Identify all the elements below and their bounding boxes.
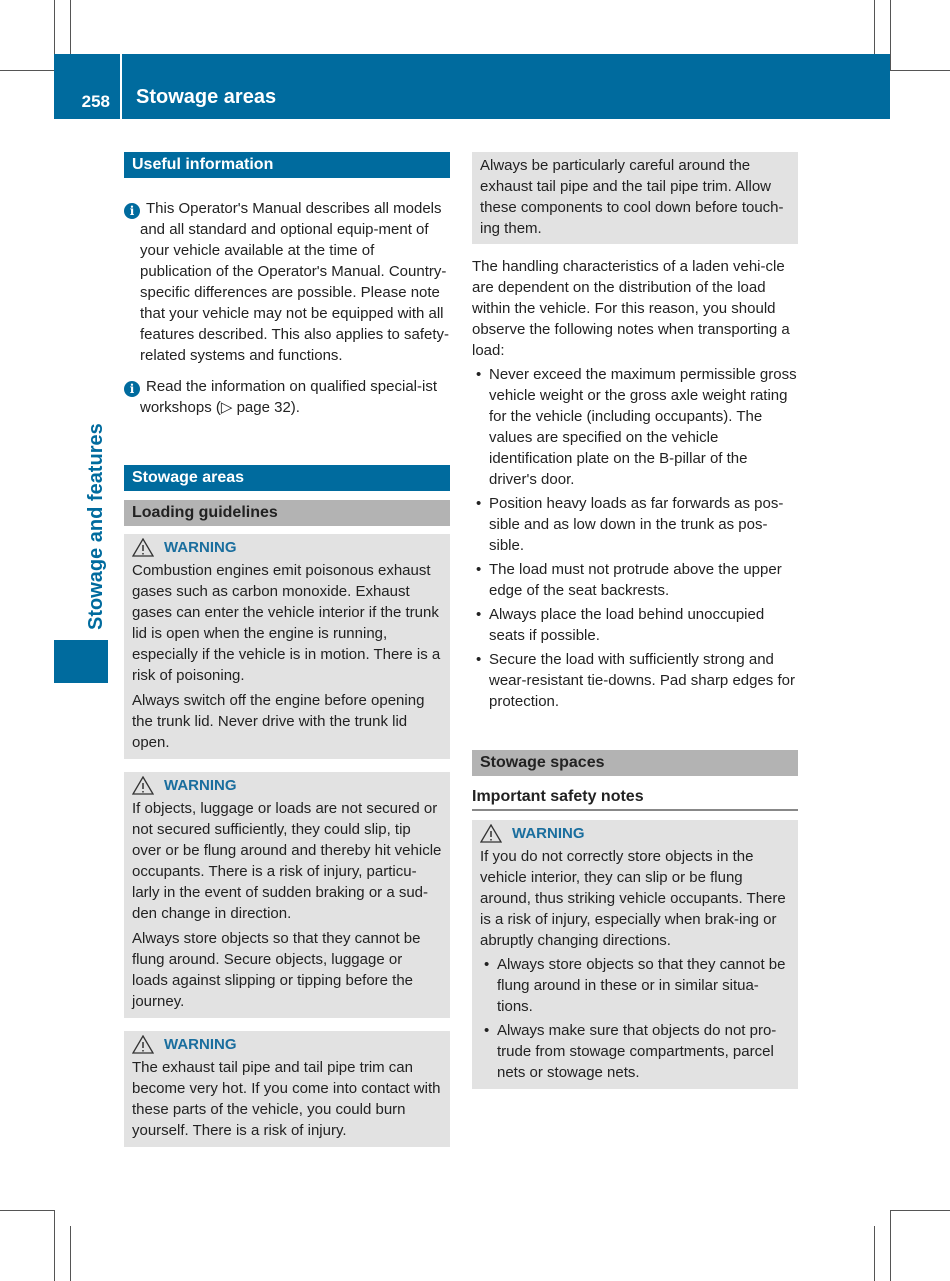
loading-guidelines-heading: Loading guidelines [124, 500, 450, 526]
info-note: i This Operator's Manual describes all models and all standard and optional equip-ment of your vehicle available at the time of publication of the Operator's Manual. Country-specific differences are possible. Please note that your vehicle may not be equipped with all features described. This also applies to safety-related systems and functions. [124, 198, 450, 366]
crop-mark [0, 70, 54, 71]
list-item: • Position heavy loads as far forwards as pos-sible and as low down in the trunk as pos-sible. [472, 493, 798, 556]
loading-bullets [472, 364, 798, 712]
warning-box: WARNING Combustion engines emit poisonous exhaust gases such as carbon monoxide. Exhaust gases can enter the vehicle interior if the trunk lid is open when the engine is running, especially if the vehicle is in motion. There is a risk of poisoning. Always switch off the engine before opening the trunk lid. Never drive with the trunk lid open. [124, 534, 450, 759]
crop-mark [874, 1226, 875, 1281]
warning-triangle-icon [132, 538, 154, 557]
warning-continued-box: Always be particularly careful around the exhaust tail pipe and the tail pipe trim. Allow these components to cool down before touch-ing them. [472, 152, 798, 244]
section-heading: Stowage areas [124, 465, 450, 491]
crop-mark [70, 1226, 71, 1281]
useful-info-heading: Useful information [124, 152, 450, 178]
warning-box: WARNING The exhaust tail pipe and tail pipe trim can become very hot. If you come into contact with these parts of the vehicle, you could burn yourself. There is a risk of injury. [124, 1031, 450, 1147]
intro-paragraph: The handling characteristics of a laden vehi-cle are dependent on the distribution of the load within the vehicle. For this reason, you should observe the following notes when transporting a load: [472, 258, 790, 359]
page-header [54, 54, 890, 119]
warning-box: WARNING If objects, luggage or loads are not secured or not secured sufficiently, they could slip, tip over or be flung around and thereby hit vehicle occupants. There is a risk of injury, particu-larly in the event of sudden braking or a sud-den change in direction. Always store objects so that they cannot be flung around. Secure objects, luggage or loads against slipping or tipping before the journey. [124, 772, 450, 1018]
list-item: • Always place the load behind unoccupied seats if possible. [472, 604, 798, 646]
left-column [124, 152, 450, 1147]
warning-triangle-icon [132, 776, 154, 795]
warning-triangle-icon [132, 1035, 154, 1054]
warning-box: WARNING If you do not correctly store objects in the vehicle interior, they can slip or be flung around, thus striking vehicle occupants. There is a risk of injury, especially when brak-ing or abruptly changing directions. • Always store objects so that they cannot be flung around in these or in similar situa-tions. • Always make sure that objects do not pro-trude from stowage compartments, parcel nets or stowage nets. [472, 820, 798, 1089]
crop-mark [54, 1210, 55, 1281]
page-number: 258 [54, 54, 122, 119]
list-item: • The load must not protrude above the upper edge of the seat backrests. [472, 559, 798, 601]
info-icon: i [124, 203, 140, 219]
stowage-spaces-heading: Stowage spaces [472, 750, 798, 776]
crop-mark [890, 70, 950, 71]
page-title: Stowage areas [136, 86, 277, 108]
safety-notes-heading: Important safety notes [472, 786, 798, 811]
right-column [472, 152, 798, 1089]
info-icon: i [124, 381, 140, 397]
crop-mark [890, 1210, 891, 1281]
list-item: • Never exceed the maximum permissible gross vehicle weight or the gross axle weight rating for the vehicle (including occupants). The values are specified on the vehicle identification plate on the B-pillar of the driver's door. [472, 364, 798, 490]
crop-mark [890, 1210, 950, 1211]
crop-mark [70, 0, 71, 54]
crop-mark [874, 0, 875, 54]
warning-triangle-icon [480, 824, 502, 843]
crop-mark [0, 1210, 54, 1211]
list-item: • Always store objects so that they cannot be flung around in these or in similar situa-tions. [480, 954, 790, 1017]
crop-mark [890, 0, 891, 70]
side-tab-marker [54, 640, 108, 683]
side-tab-label: Stowage and features [85, 423, 107, 630]
info-note: i Read the information on qualified special-ist workshops (▷ page 32). [124, 376, 450, 418]
list-item: • Always make sure that objects do not pro-trude from stowage compartments, parcel nets or stowage nets. [480, 1020, 790, 1083]
list-item: • Secure the load with sufficiently strong and wear-resistant tie-downs. Pad sharp edges for protection. [472, 649, 798, 712]
